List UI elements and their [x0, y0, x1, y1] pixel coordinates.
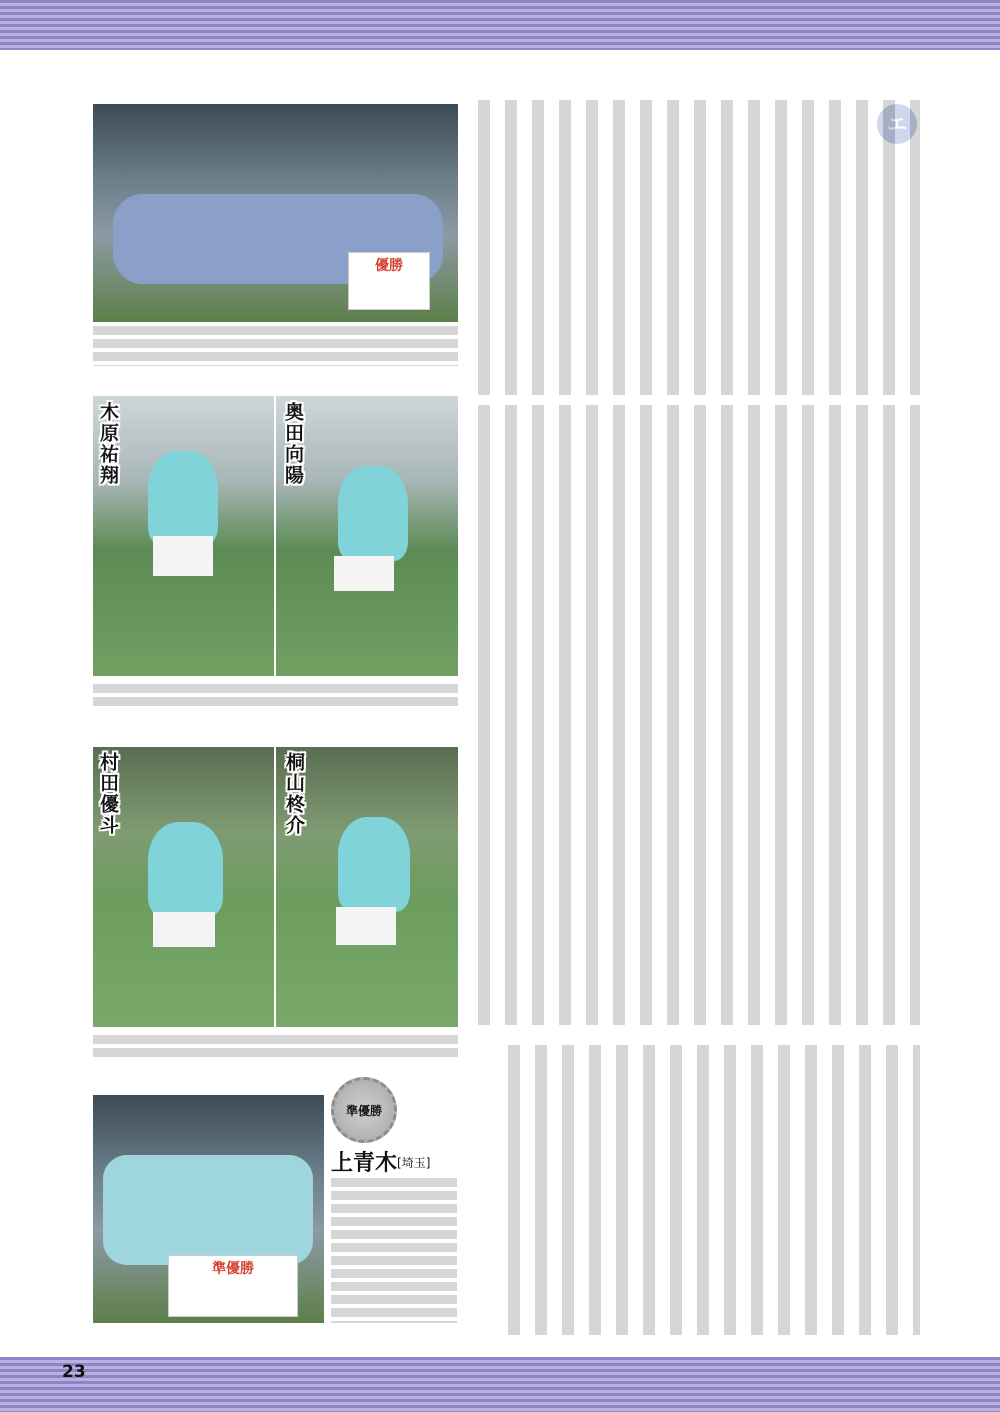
runner-up-badge: 準優勝: [331, 1077, 397, 1143]
player-name-4: 桐山柊介: [283, 752, 305, 836]
article-body-lower: [500, 1045, 920, 1335]
page-number: 23: [62, 1362, 86, 1382]
runner-up-team-photo: [93, 1095, 324, 1323]
player-shorts: [334, 556, 394, 591]
player-shorts: [153, 536, 213, 576]
team-group: [103, 1155, 313, 1265]
player-shirt: [148, 822, 223, 917]
championship-banner: 優勝: [348, 252, 430, 310]
top-photo-caption: [93, 326, 458, 366]
player-shirt: [338, 466, 408, 561]
player-name-3: 村田優斗: [97, 752, 119, 836]
article-body-middle: [470, 405, 920, 1025]
runner-up-school-name: 上青木[埼玉]: [331, 1151, 431, 1176]
runner-up-certificate: 準優勝: [168, 1255, 298, 1317]
player-shorts: [153, 912, 215, 947]
runner-up-description: [331, 1178, 457, 1323]
player-name-1: 木原祐翔: [97, 402, 119, 486]
doubles-photo-caption-1: [93, 684, 458, 710]
player-shorts: [336, 907, 396, 945]
player-name-2: 奥田向陽: [282, 402, 304, 486]
team-celebration-photo: [93, 104, 458, 322]
player-shirt: [338, 817, 410, 912]
top-decorative-band: [0, 0, 1000, 50]
article-body-upper: [470, 100, 920, 395]
doubles-photo-caption-2: [93, 1035, 458, 1061]
bottom-decorative-band: [0, 1357, 1000, 1412]
player-shirt: [148, 451, 218, 546]
